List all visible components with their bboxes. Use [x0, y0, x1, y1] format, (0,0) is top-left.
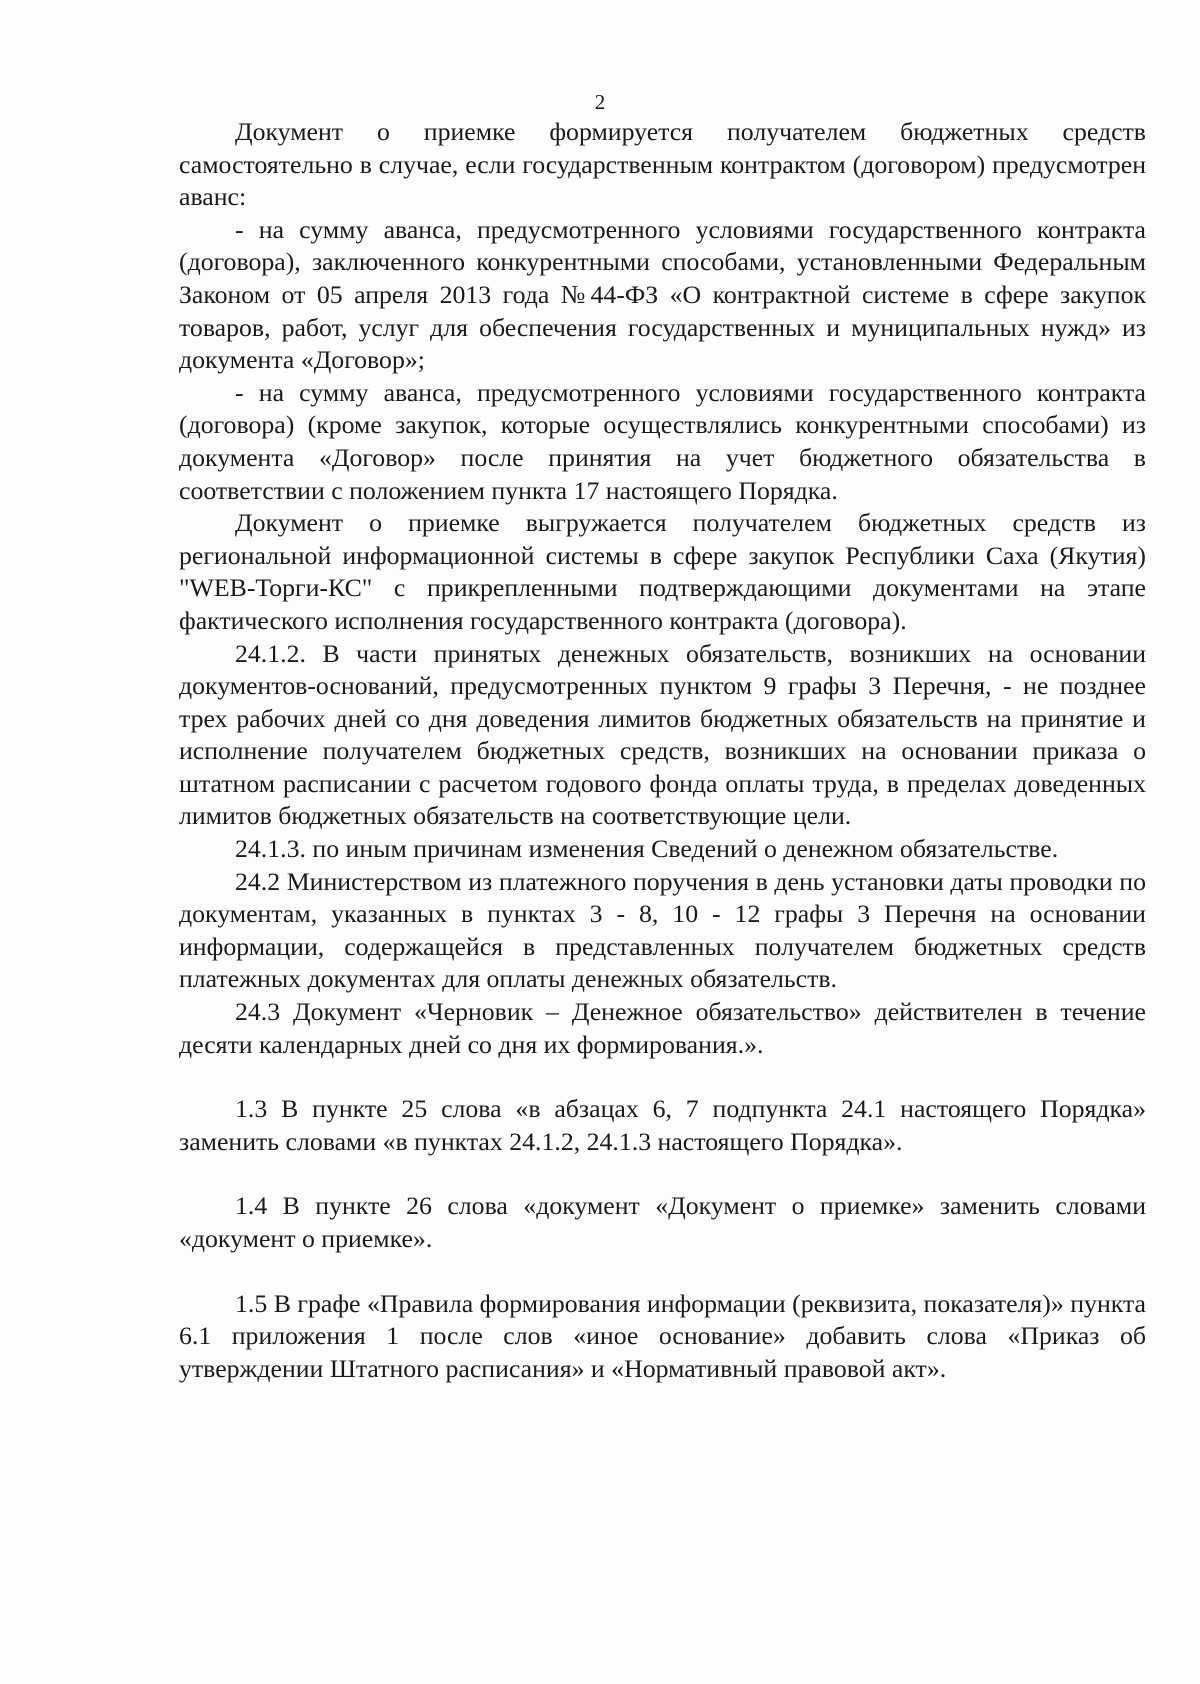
paragraph-1-3: 1.3 В пункте 25 слова «в абзацах 6, 7 подпункта 24.1 настоящего Порядка» заменить словами «в пунктах 24.1.2, 24.1.3 настоящего Порядка». — [179, 1094, 1146, 1156]
paragraph-24-2: 24.2 Министерством из платежного поручения в день установки даты проводки по документам, указанных в пунктах 3 - 8, 10 - 12 графы 3 Перечня на основании информации, содержащейся в представленных получателем бюджетных средств платежных документах для оплаты денежных обязательств. — [179, 866, 1146, 994]
paragraph-1-4: 1.4 В пункте 26 слова «документ «Документ о приемке» заменить словами «документ о приемке». — [179, 1191, 1146, 1253]
paragraph-advance-noncompetitive: - на сумму аванса, предусмотренного условиями государственного контракта (договора) (кроме закупок, которые осуществлялись конкурентными способами) из документа «Договор» после принятия на учет бюджетного обязательства в соответствии с положением пункта 17 настоящего Порядка. — [179, 377, 1146, 505]
document-body — [179, 116, 1146, 1385]
paragraph-24-1-2: 24.1.2. В части принятых денежных обязательств, возникших на основании документов-оснований, предусмотренных пунктом 9 графы 3 Перечня, - не позднее трех рабочих дней со дня доведения лимитов бюджетных обязательств на принятие и исполнение получателем бюджетных средств, возникших на основании приказа о штатном расписании с расчетом годового фонда оплаты труда, в пределах доведенных лимитов бюджетных обязательств на соответствующие цели. — [179, 638, 1146, 831]
paragraph-acceptance-upload: Документ о приемке выгружается получателем бюджетных средств из региональной информационной системы в сфере закупок Республики Саха (Якутия) "WEB-Торги-КС" с прикрепленными подтверждающими документами на этапе фактического исполнения государственного контракта (договора). — [179, 508, 1146, 635]
page-number: 2 — [594, 90, 606, 114]
paragraph-1-5: 1.5 В графе «Правила формирования информации (реквизита, показателя)» пункта 6.1 приложения 1 после слов «иное основание» добавить слова «Приказ об утверждении Штатного расписания» и «Нормативный правовой акт». — [179, 1288, 1146, 1383]
paragraph-advance-intro: Документ о приемке формируется получателем бюджетных средств самостоятельно в случае, если государственным контрактом (договором) предусмотрен аванс: — [179, 117, 1146, 212]
paragraph-advance-competitive: - на сумму аванса, предусмотренного условиями государственного контракта (договора), заключенного конкурентными способами, установленными Федеральным Законом от 05 апреля 2013 года №44-ФЗ «О контрактной системе в сфере закупок товаров, работ, услуг для обеспечения государственных и муниципальных нужд» из документа «Договор»; — [179, 214, 1146, 375]
paragraph-24-1-3: 24.1.3. по иным причинам изменения Сведений о денежном обязательстве. — [235, 834, 1059, 864]
paragraph-24-3: 24.3 Документ «Черновик – Денежное обязательство» действителен в течение десяти календарных дней со дня их формирования.». — [179, 997, 1146, 1059]
